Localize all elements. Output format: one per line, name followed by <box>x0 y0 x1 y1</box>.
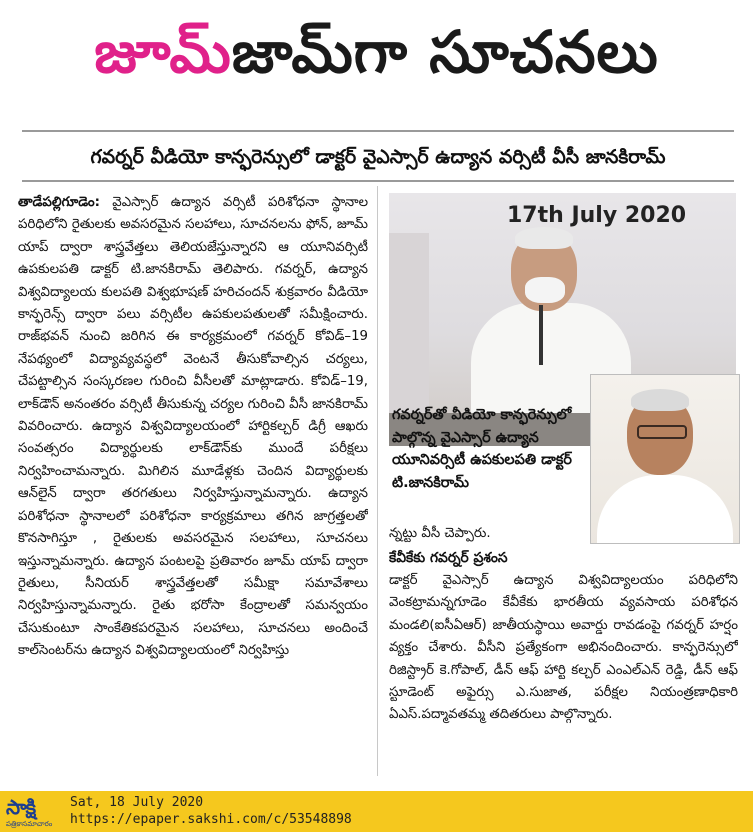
top-rule <box>22 130 734 132</box>
photo-face-mask <box>525 277 565 303</box>
vc-inset-photo <box>590 374 740 544</box>
headline <box>0 0 753 118</box>
footer-meta <box>70 794 352 828</box>
photo-caption: గవర్నర్‌తో వీడియో కాన్ఫరెన్సులో పాల్గొన్న వైఎస్సార్ ఉద్యాన యూనివర్సిటీ ఉపకులపతి డాక్టర్ టి.జానకిరామ్ <box>392 407 572 491</box>
footer-bar <box>0 791 753 832</box>
article-continuation: న్నట్టు వీసీ చెప్పారు. <box>389 526 491 541</box>
inset-person-hair <box>631 389 689 411</box>
photo-background-pillar <box>389 233 429 413</box>
inset-glasses <box>637 425 687 439</box>
edition-date: Sat, 18 July 2020 <box>70 795 204 810</box>
logo-tagline: పత్రికాసమాచారం <box>6 820 53 828</box>
epaper-link[interactable]: https://epaper.sakshi.com/c/53548898 <box>70 812 352 827</box>
dateline: తాడేపల్లిగూడెం: <box>18 195 100 210</box>
photo-microphone <box>539 305 543 365</box>
logo-text: సాక్షి <box>6 795 36 819</box>
sakshi-logo <box>6 795 64 828</box>
photo-person-hair <box>515 227 573 249</box>
article-body-right: డాక్టర్ వైఎస్సార్ ఉద్యాన విశ్వవిద్యాలయం పరిధిలోని వెంకట్రామన్నగూడెం కేవీకేకు భారతీయ వ్యవసాయ పరిశోధన మండలి(ఐసీఏఆర్) జాతీయస్థాయి అవార్డు రావడంపై గవర్నర్ హర్షం వ్యక్తం చేశారు. వీసీని ప్రత్యేకంగా అభినందించారు. కాన్ఫరెన్సులో రిజిస్ట్రార్ కె.గోపాల్, డీన్ ఆఫ్ హార్టి కల్చర్ ఎంఎల్ఎన్ రెడ్డి, డీన్ ఆఫ్ స్టూడెంట్ అఫైర్సు ఎ.సుజాత, పరీక్షల నియంత్రణాధికారి ఏఎస్.పద్మావతమ్మ తదితరులు పాల్గొన్నారు. <box>389 573 738 723</box>
subheadline: గవర్నర్ వీడియో కాన్ఫరెన్సులో డాక్టర్ వైఎస్సార్ ఉద్యాన వర్సిటీ వీసీ జానకిరామ్ <box>90 146 666 168</box>
section-subheading: కేవీకేకు గవర్నర్ ప్రశంస <box>389 550 508 566</box>
headline-rest: జామ్‌గా సూచనలు <box>231 17 659 86</box>
column-divider <box>377 186 378 776</box>
article-body-left: వైఎస్సార్ ఉద్యాన వర్సిటీ పరిశోధనా స్థానాల పరిధిలోని రైతులకు అవసరమైన సలహాలు, సూచనలను ఫోన్, జూమ్ యాప్ ద్వారా శాస్త్రవేత్తలు తెలియజేస్తున్నారని ఆ యూనివర్సిటీ ఉపకులపతి డాక్టర్ టి.జానకిరామ్ తెలిపారు. గవర్నర్, ఉద్యాన విశ్వవిద్యాలయ కులపతి విశ్వభూషణ్ హరిచందన్ శుక్రవారం వీడియో కాన్ఫరెన్స్ ద్వారా పలు వర్సిటీల ఉపకులపతులతో సమీక్షించారు. రాజ్‌భవన్ నుంచి జరిగిన ఈ కార్యక్రమంలో గవర్నర్ కోవిడ్–19 నేపథ్యంలో విద్యావ్యవస్థలో వెంటనే తీసుకోవాల్సిన చర్యలు, చేపట్టాల్సిన సంస్కరణల గురించి వీసీలతో మాట్లాడారు. కోవిడ్–19, లాక్‌డౌన్ అనంతరం వర్సిటీ తీసుకున్న చర్యల గురించి వీసీ జానకిరామ్ వివరించారు. ఉద్యాన విశ్వవిద్యాలయంలో హార్టికల్చర్ డిగ్రీ ఆఖరు సంవత్సరం విద్యార్థులకు లాక్‌డౌన్‌కు ముందే పరీక్షలు నిర్వహించామన్నారు. మిగిలిన మూడేళ్లకు చెందిన విద్యార్థులకు ఆన్‌లైన్ ద్వారా తరగతులు నిర్వహిస్తున్నామన్నారు. ఉద్యాన పరిశోధనా స్థానాలలో పరిశోధనా కార్యక్రమాలు తగిన జాగ్రత్తలతో కొనసాగిస్తూ , రైతులకు అవసరమైన సలహాలు, సూచనలు ఇస్తున్నామన్నారు. ఉద్యాన పంటలపై ప్రతివారం జూమ్ యాప్ ద్వారా రైతులు, సీనియర్ శాస్త్రవేత్తలతో సమీక్షా సమావేశాలు నిర్వహిస్తున్నామన్నారు. రైతు భరోసా కేంద్రాలతో సమన్వయం చేసుకుంటూ సాంకేతికపరమైన సలహాలు, సూచనలు అందించే కాల్‌సెంటర్‌ను ఉద్యాన విశ్వవిద్యాలయంలో నిర్వహిస్తు <box>18 195 368 659</box>
bottom-rule <box>22 180 734 182</box>
photo-date-label: 17th July 2020 <box>507 203 687 228</box>
headline-highlight: జూమ్ <box>94 17 232 86</box>
article-left-column <box>18 192 368 782</box>
